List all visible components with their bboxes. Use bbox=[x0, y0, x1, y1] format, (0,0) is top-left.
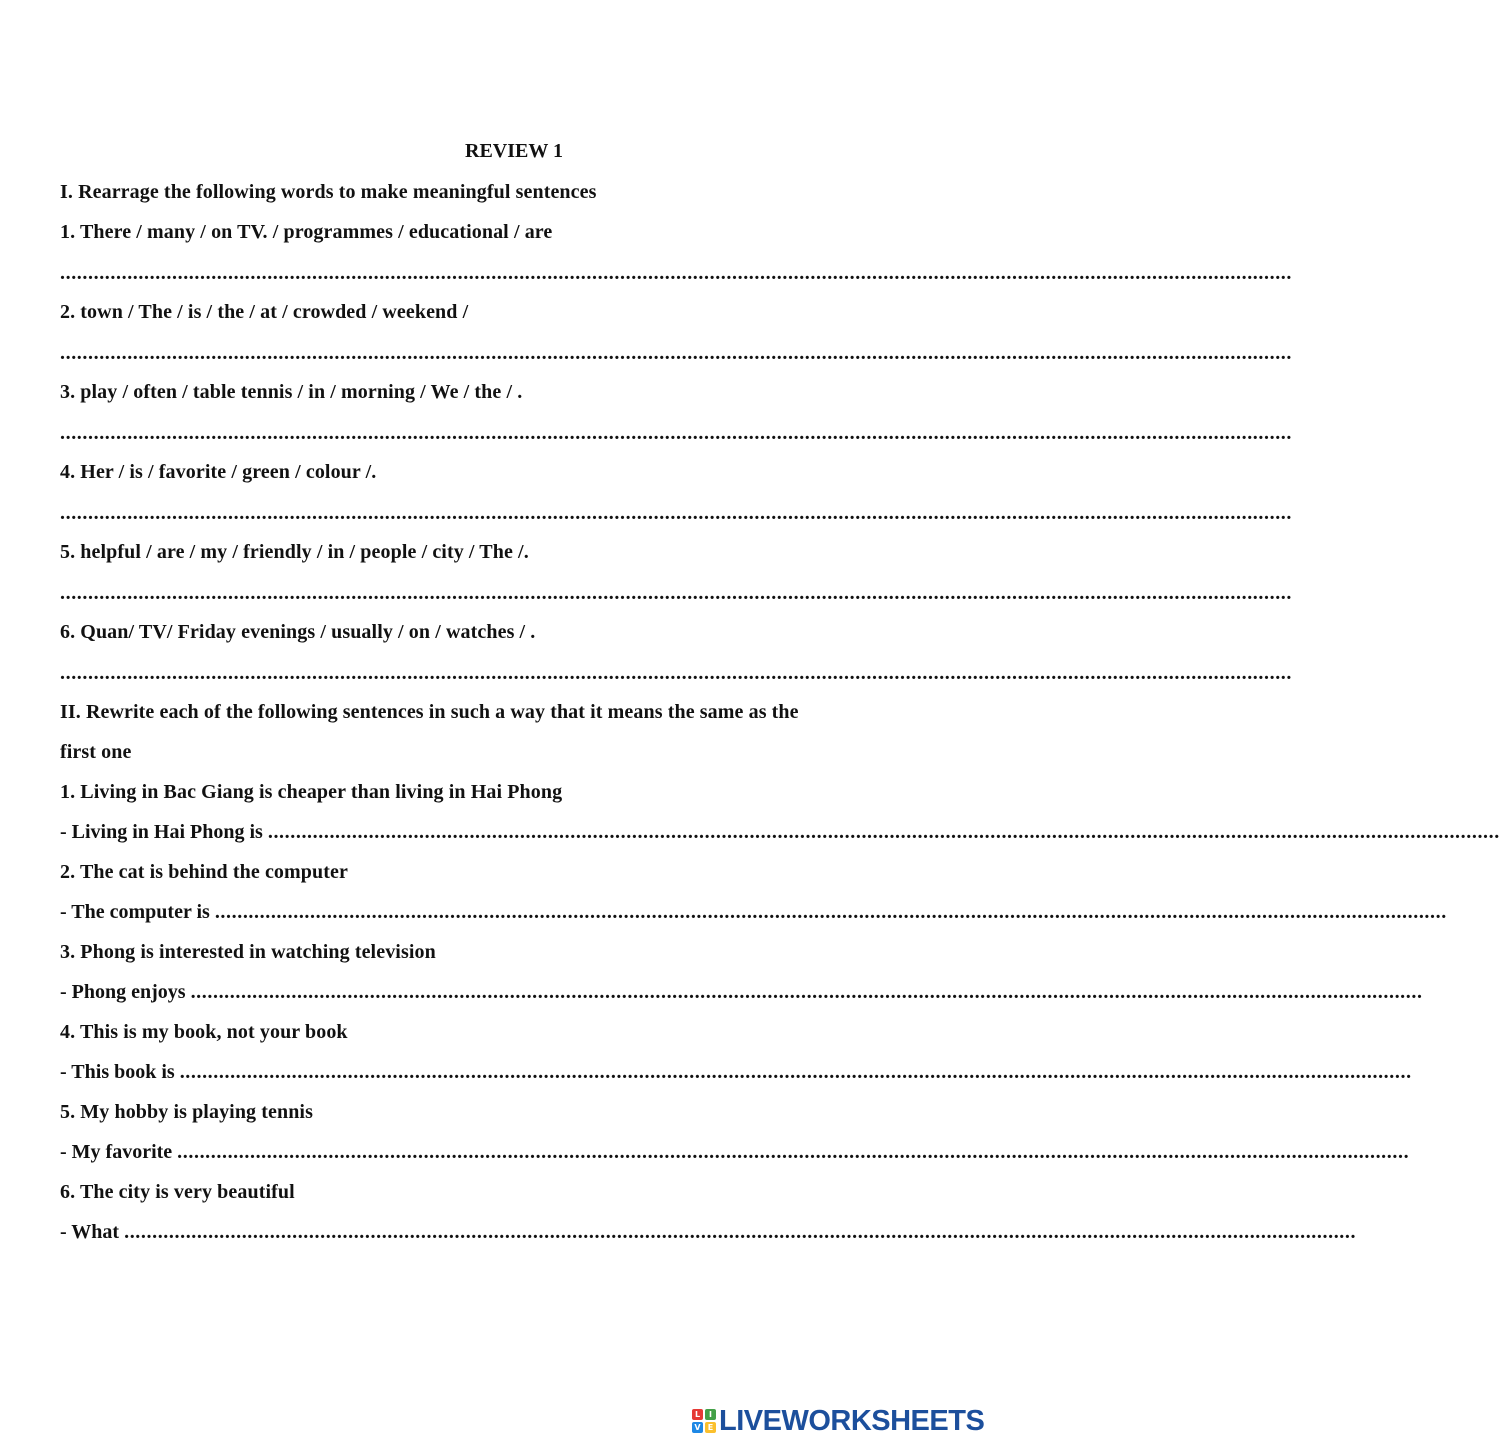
rewrite-prompt-6: - What bbox=[60, 1221, 120, 1243]
rewrite-blank-6[interactable]: ............................................................................................................................................................................................................................ bbox=[124, 1221, 1357, 1243]
rewrite-blank-4[interactable]: ............................................................................................................................................................................................................................ bbox=[179, 1061, 1412, 1083]
rewrite-sentence-1: 1. Living in Bac Giang is cheaper than living in Hai Phong bbox=[60, 781, 563, 803]
rewrite-prompt-5: - My favorite bbox=[60, 1141, 173, 1163]
logo-tile-i: I bbox=[705, 1409, 716, 1420]
rewrite-sentence-3: 3. Phong is interested in watching television bbox=[60, 941, 436, 963]
rewrite-answer-2[interactable] bbox=[60, 900, 1447, 924]
rewrite-answer-6[interactable] bbox=[60, 1220, 1357, 1244]
rewrite-answer-4[interactable] bbox=[60, 1060, 1412, 1084]
rewrite-prompt-3: - Phong enjoys bbox=[60, 981, 186, 1003]
rewrite-blank-2[interactable]: ............................................................................................................................................................................................................................ bbox=[214, 901, 1447, 923]
rewrite-prompt-4: - This book is bbox=[60, 1061, 175, 1083]
section-2-heading-line-2: first one bbox=[60, 741, 132, 763]
rearrange-item-6: 6. Quan/ TV/ Friday evenings / usually / on / watches / . bbox=[60, 621, 536, 643]
answer-line-4[interactable]: ............................................................................................................................................................................................................................ bbox=[60, 502, 1292, 524]
liveworksheets-logo[interactable] bbox=[692, 1404, 984, 1438]
answer-line-2[interactable]: ............................................................................................................................................................................................................................ bbox=[60, 342, 1292, 364]
answer-line-6[interactable]: ............................................................................................................................................................................................................................ bbox=[60, 662, 1292, 684]
rewrite-blank-3[interactable]: ............................................................................................................................................................................................................................ bbox=[190, 981, 1423, 1003]
rearrange-item-4: 4. Her / is / favorite / green / colour /. bbox=[60, 461, 377, 483]
answer-line-1[interactable]: ............................................................................................................................................................................................................................ bbox=[60, 262, 1292, 284]
rewrite-blank-5[interactable]: ............................................................................................................................................................................................................................ bbox=[177, 1141, 1410, 1163]
rearrange-item-2: 2. town / The / is / the / at / crowded / weekend / bbox=[60, 301, 469, 323]
rearrange-item-1: 1. There / many / on TV. / programmes / educational / are bbox=[60, 221, 553, 243]
logo-tile-e: E bbox=[705, 1422, 716, 1433]
answer-line-5[interactable]: ............................................................................................................................................................................................................................ bbox=[60, 582, 1292, 604]
liveworksheets-logo-text: LIVEWORKSHEETS bbox=[719, 1404, 985, 1437]
page-title: REVIEW 1 bbox=[465, 140, 563, 162]
rewrite-answer-5[interactable] bbox=[60, 1140, 1410, 1164]
logo-tile-l: L bbox=[692, 1409, 703, 1420]
logo-tile-v: V bbox=[692, 1422, 703, 1433]
rewrite-answer-1[interactable] bbox=[60, 820, 1500, 844]
liveworksheets-logo-icon bbox=[692, 1409, 716, 1433]
rearrange-item-5: 5. helpful / are / my / friendly / in / people / city / The /. bbox=[60, 541, 529, 563]
section-2-heading-line-1: II. Rewrite each of the following sentences in such a way that it means the same as the bbox=[60, 701, 799, 723]
rewrite-sentence-5: 5. My hobby is playing tennis bbox=[60, 1101, 313, 1123]
rewrite-sentence-2: 2. The cat is behind the computer bbox=[60, 861, 348, 883]
rewrite-prompt-2: - The computer is bbox=[60, 901, 210, 923]
section-1-heading: I. Rearrage the following words to make meaningful sentences bbox=[60, 181, 597, 203]
rewrite-prompt-1: - Living in Hai Phong is bbox=[60, 821, 263, 843]
rewrite-sentence-4: 4. This is my book, not your book bbox=[60, 1021, 348, 1043]
answer-line-3[interactable]: ............................................................................................................................................................................................................................ bbox=[60, 422, 1292, 444]
rewrite-blank-1[interactable]: ............................................................................................................................................................................................................................ bbox=[267, 821, 1500, 843]
rewrite-answer-3[interactable] bbox=[60, 980, 1423, 1004]
rearrange-item-3: 3. play / often / table tennis / in / morning / We / the / . bbox=[60, 381, 523, 403]
rewrite-sentence-6: 6. The city is very beautiful bbox=[60, 1181, 295, 1203]
